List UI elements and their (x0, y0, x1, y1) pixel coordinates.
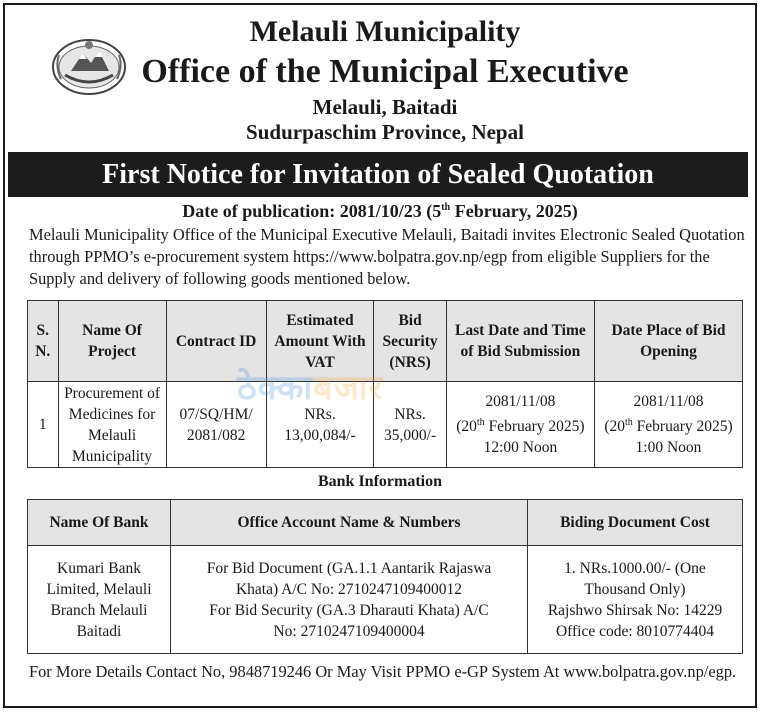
cell-sn: 1 (28, 382, 59, 468)
col-submission: Last Date and Time of Bid Submission (446, 301, 594, 382)
col-opening: Date Place of Bid Opening (594, 301, 742, 382)
cell-bank-name: Kumari Bank Limited, Melauli Branch Melauli Baitadi (28, 546, 171, 654)
province: Sudurpaschim Province, Nepal (246, 120, 524, 144)
col-cost: Biding Document Cost (528, 500, 743, 546)
table-row (28, 382, 743, 468)
cell-submission: 2081/11/08 (20th February 2025) 12:00 Noon (446, 382, 594, 468)
cell-cost: 1. NRs.1000.00/- (One Thousand Only) Rajshwo Shirsak No: 14229 Office code: 8010774404 (528, 546, 743, 654)
municipality-name: Melauli Municipality (249, 15, 521, 48)
col-project: Name Of Project (58, 301, 166, 382)
table-header-row (28, 301, 743, 382)
notice-frame (3, 3, 757, 708)
publication-date: Date of publication: 2081/10/23 (5th February, 2025) (182, 201, 578, 221)
project-table (27, 300, 743, 468)
col-contract-id: Contract ID (166, 301, 266, 382)
table-header-row (28, 500, 743, 546)
watermark-logo: ठेक्काबजार (237, 368, 384, 408)
office-location: Melauli, Baitadi (312, 95, 458, 119)
col-sn: S. N. (28, 301, 59, 382)
cell-amount: NRs. 13,00,084/- (266, 382, 374, 468)
bank-info-title: Bank Information (317, 473, 443, 490)
cell-security: NRs. 35,000/- (374, 382, 446, 468)
cell-opening: 2081/11/08 (20th February 2025) 1:00 Noon (594, 382, 742, 468)
intro-paragraph: Melauli Municipality Office of the Municipal Executive Melauli, Baitadi invites Electronic Sealed Quotation through PPMO’s e-procurement system https://www.bolpatra.gov.np/egp from eligible Suppliers for the Supply and delivery of following goods mentioned below. (29, 225, 745, 288)
col-bank: Name Of Bank (28, 500, 171, 546)
cell-account: For Bid Document (GA.1.1 Aantarik Rajaswa Khata) A/C No: 2710247109400012 For Bid Security (GA.3 Dharauti Khata) A/C No: 2710247109400004 (170, 546, 527, 654)
office-name: Office of the Municipal Executive (141, 53, 629, 90)
letterhead (5, 5, 755, 151)
col-account: Office Account Name & Numbers (170, 500, 527, 546)
contact-footer: For More Details Contact No, 9848719246 Or May Visit PPMO e-GP System At www.bolpatra.gov.np/egp. (29, 662, 737, 681)
bank-table (27, 499, 743, 654)
col-amount: Estimated Amount With VAT (266, 301, 374, 382)
notice-title: First Notice for Invitation of Sealed Quotation (8, 152, 748, 197)
col-security: Bid Security (NRS) (374, 301, 446, 382)
cell-project: Procurement of Medicines for Melauli Municipality (58, 382, 166, 468)
cell-contract-id: 07/SQ/HM/ 2081/082 (166, 382, 266, 468)
table-row (28, 546, 743, 654)
